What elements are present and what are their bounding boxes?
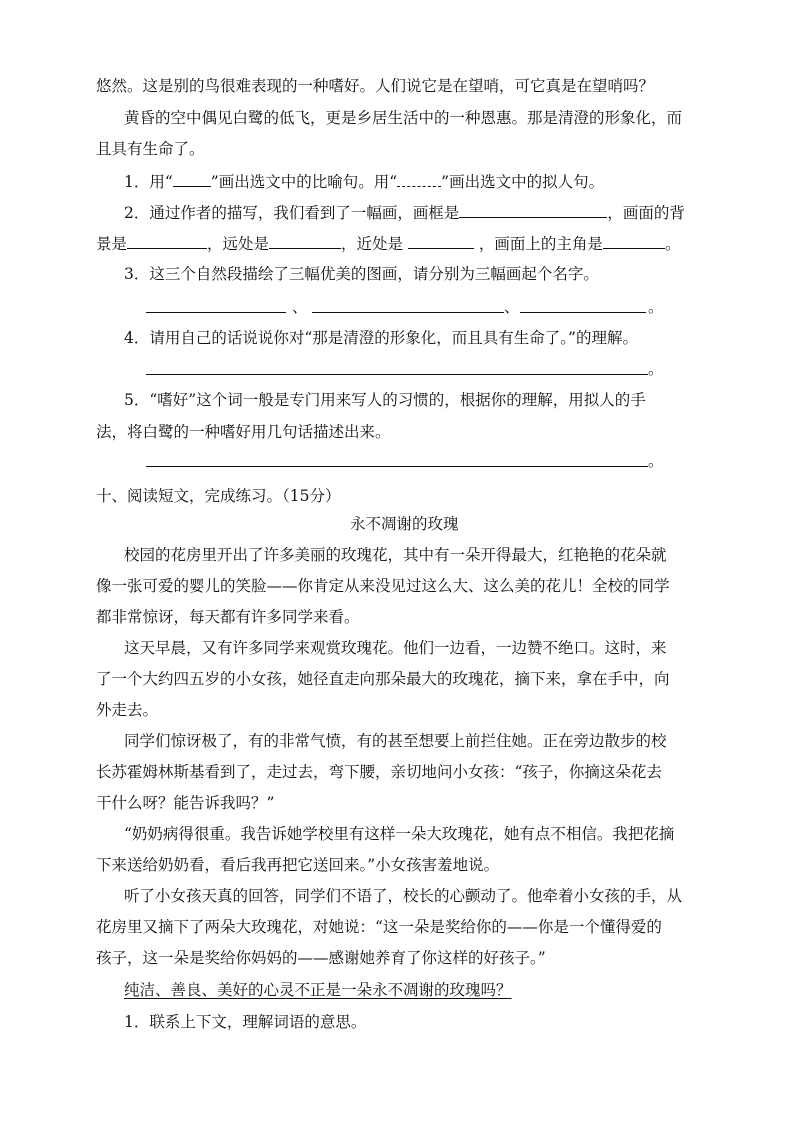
- answer-blank[interactable]: [173, 171, 211, 187]
- question-text: ，画面上的主角是: [478, 235, 603, 253]
- passage-line: 悠然。这是别的鸟很难表现的一种嗜好。人们说它是在望哨，可它真是在望哨吗？: [96, 77, 655, 95]
- question-text: ”画出选文中的拟人句。: [441, 173, 605, 191]
- answer-blank[interactable]: [269, 233, 341, 249]
- answer-line[interactable]: [312, 312, 504, 313]
- question-text: 2．通过作者的描写，我们看到了一幅画，画框是: [124, 204, 460, 222]
- answer-blank[interactable]: [459, 202, 607, 218]
- question-text: ，画面的背: [607, 204, 685, 222]
- answer-line[interactable]: [146, 374, 648, 375]
- passage-line: 且具有生命了。: [96, 140, 205, 158]
- passage-line: 黄昏的空中偶见白鹭的低飞，更是乡居生活中的一种恩惠。那是清澄的形象化，而: [124, 109, 683, 127]
- question-5-cont: 法，将白鹭的一种嗜好用几句话描述出来。: [96, 423, 391, 441]
- question-1: [124, 171, 604, 192]
- story-line: 外走去。: [96, 701, 159, 719]
- question-text: 。: [664, 235, 681, 253]
- story-line: 这天早晨，又有许多同学来观赏玫瑰花。他们一边看，一边赞不绝口。这时，来: [124, 639, 667, 657]
- question-2-cont: [96, 233, 680, 254]
- story-line: 了一个大约四五岁的小女孩，她径直走向那朵最大的玫瑰花，摘下来，拿在手中，向: [96, 670, 670, 688]
- end-mark: 。: [648, 360, 664, 378]
- answer-blank[interactable]: [397, 171, 441, 187]
- question-text: 1．用“: [124, 173, 173, 191]
- answer-line[interactable]: [146, 312, 286, 313]
- question-text: ，远处是: [207, 235, 270, 253]
- story-line: 干什么呀？能告诉我吗？”: [96, 794, 275, 812]
- story-line: 像一张可爱的婴儿的笑脸——你肯定从来没见过这么大、这么美的花儿！全校的同学: [96, 577, 670, 595]
- answer-blank[interactable]: [127, 233, 207, 249]
- question-4: 4．请用自己的话说说你对“那是清澄的形象化，而且具有生命了。”的理解。: [124, 329, 638, 347]
- separator: 、: [292, 298, 308, 316]
- question-2: [124, 202, 685, 223]
- question-text: ，近处是: [341, 235, 404, 253]
- story-line: 下来送给奶奶看，看后我再把它送回来。”小女孩害羞地说。: [96, 856, 500, 874]
- answer-line[interactable]: [146, 466, 648, 467]
- answer-blank[interactable]: [408, 233, 474, 249]
- question-text: 景是: [96, 235, 128, 253]
- answer-line[interactable]: [520, 312, 646, 313]
- story-title: 永不凋谢的玫瑰: [350, 515, 459, 533]
- separator: 、: [504, 298, 520, 316]
- question-3: 3．这三个自然段描绘了三幅优美的图画，请分别为三幅画起个名字。: [124, 265, 599, 283]
- story-line: “奶奶病得很重。我告诉她学校里有这样一朵大玫瑰花，她有点不相信。我把花摘: [124, 825, 675, 843]
- story-line: 孩子，这一朵是奖给你妈妈的——感谢她养育了你这样的好孩子。”: [96, 949, 546, 967]
- story-line: 长苏霍姆林斯基看到了，走过去，弯下腰，亲切地问小女孩：“孩子，你摘这朵花去: [96, 763, 662, 781]
- story-line: 同学们惊讶极了，有的非常气愤，有的甚至想要上前拦住她。正在旁边散步的校: [124, 732, 667, 750]
- end-mark: 。: [648, 452, 664, 470]
- story-line: 听了小女孩天真的回答，同学们不语了，校长的心颤动了。他牵着小女孩的手，从: [124, 887, 683, 905]
- story-line-underlined: 纯洁、善良、美好的心灵不正是一朵永不凋谢的玫瑰吗？: [124, 981, 512, 999]
- story-line: 校园的花房里开出了许多美丽的玫瑰花，其中有一朵开得最大，红艳艳的花朵就: [124, 546, 667, 564]
- question-text: ”画出选文中的比喻句。用“: [210, 173, 398, 191]
- question-s1: 1．联系上下文，理解词语的意思。: [124, 1013, 367, 1031]
- answer-blank[interactable]: [603, 233, 665, 249]
- section-heading: 十、阅读短文，完成练习。（15分）: [96, 487, 341, 505]
- story-line: 花房里又摘下了两朵大玫瑰花，对她说：“这一朵是奖给你的——你是一个懂得爱的: [96, 918, 662, 936]
- story-line: 都非常惊讶，每天都有许多同学来看。: [96, 608, 360, 626]
- end-mark: 。: [648, 298, 664, 316]
- question-5: 5．“嗜好”这个词一般是专门用来写人的习惯的，根据你的理解，用拟人的手: [124, 391, 646, 409]
